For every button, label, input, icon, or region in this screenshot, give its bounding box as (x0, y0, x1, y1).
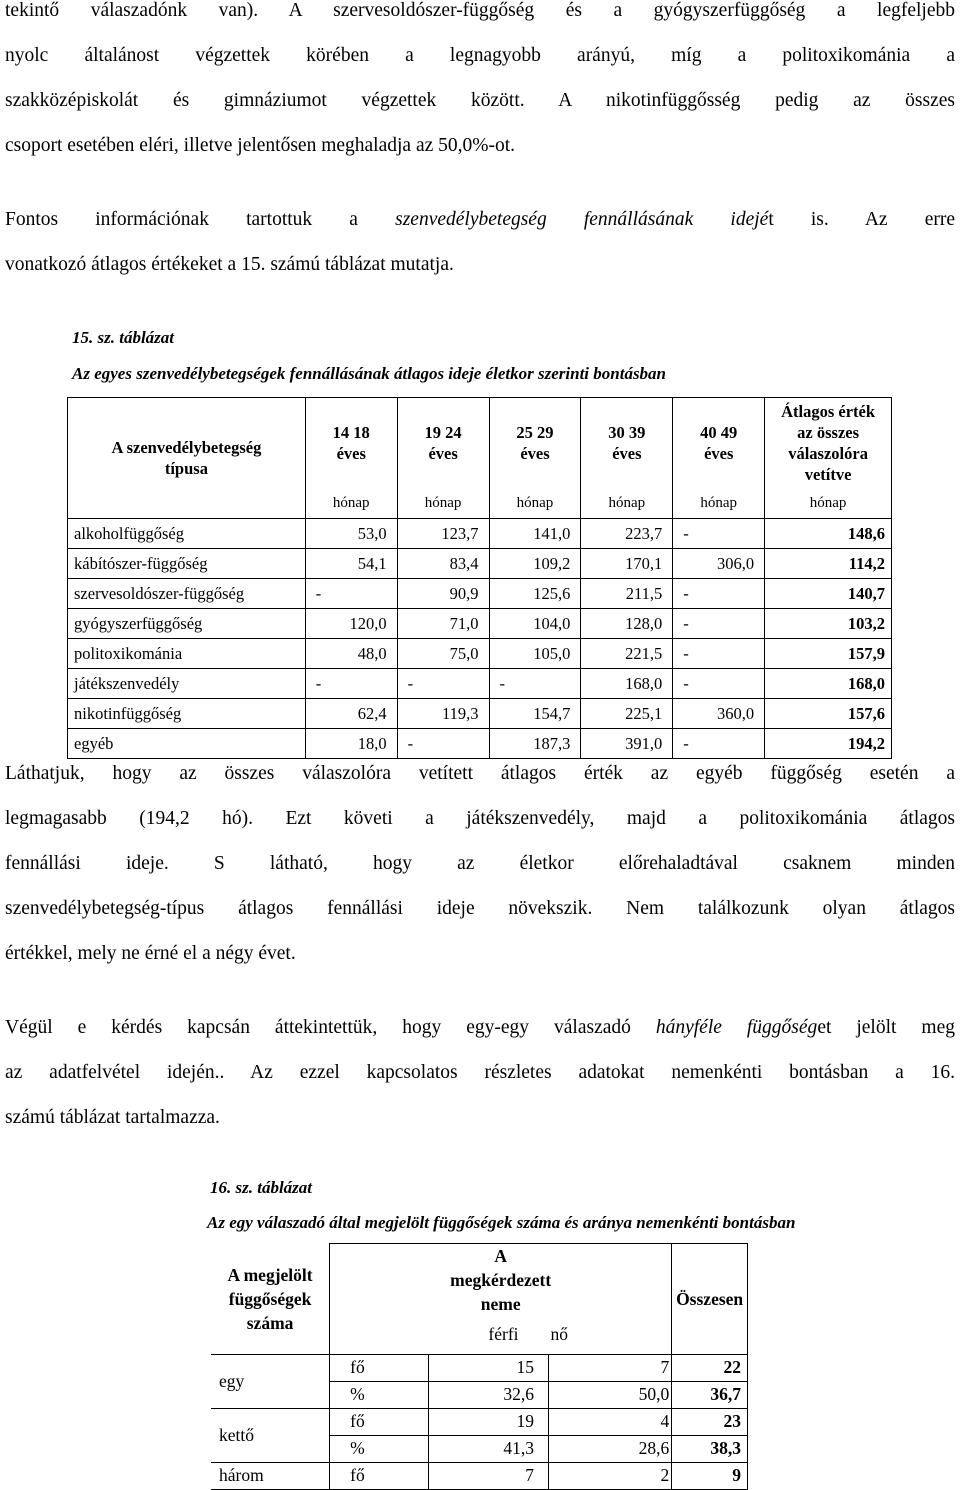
row-type: alkoholfüggőség (68, 519, 306, 549)
cell-average: 148,6 (765, 519, 892, 549)
cell-value: 41,3 (428, 1435, 548, 1462)
header-age-group: 40 49 éves (673, 398, 765, 489)
table-row (211, 1354, 748, 1381)
text-line: számú táblázat tartalmazza. (5, 1107, 220, 1128)
cell-value: 32,6 (428, 1381, 548, 1408)
text-run: t is. Az erre (768, 209, 956, 230)
cell-value: - (673, 609, 765, 639)
row-type: politoxikománia (68, 639, 306, 669)
unit-label: hónap (581, 489, 673, 519)
cell-total: 22 (672, 1354, 748, 1381)
text-line (5, 197, 955, 242)
paragraph-3 (5, 751, 955, 976)
header-age-group: 19 24 éves (397, 398, 489, 489)
cell-total: 36,7 (672, 1381, 748, 1408)
table-16-title: Az egy válaszadó által megjelölt függőségek száma és aránya nemenkénti bontásban (207, 1213, 796, 1232)
cell-total: 9 (672, 1462, 748, 1489)
row-type: nikotinfüggőség (68, 699, 306, 729)
italic-term: hányféle függőség (655, 1017, 818, 1038)
cell-value: 7 (549, 1354, 672, 1381)
cell-value: - (673, 729, 765, 759)
text-line: legmagasabb (194,2 hó). Ezt követi a játékszenvedély, majd a politoxikománia átlagos (5, 808, 955, 829)
row-type: játékszenvedély (68, 669, 306, 699)
cell-value: - (305, 669, 397, 699)
cell-value: 2 (549, 1462, 672, 1489)
cell-average: 103,2 (765, 609, 892, 639)
cell-value: 125,6 (489, 579, 581, 609)
cell-value: 19 (428, 1408, 548, 1435)
cell-value: 7 (428, 1462, 548, 1489)
unit-label: hónap (397, 489, 489, 519)
cell-value: 154,7 (489, 699, 581, 729)
cell-value: 48,0 (305, 639, 397, 669)
cell-value: 223,7 (581, 519, 673, 549)
table-row (211, 1462, 748, 1489)
text-run: Fontos információnak tartottuk a (5, 209, 358, 230)
cell-value: 75,0 (397, 639, 489, 669)
table-row (68, 669, 892, 699)
unit-label: hónap (765, 489, 892, 519)
cell-average: 157,9 (765, 639, 892, 669)
cell-value: - (673, 519, 765, 549)
row-label: három (211, 1462, 330, 1489)
cell-average: 168,0 (765, 669, 892, 699)
subheader-male: férfi (330, 1316, 549, 1354)
paragraph-4 (5, 1005, 955, 1140)
text-line: szakközépiskolát és gimnáziumot végzettek között. A nikotinfüggősség pedig az összes (5, 90, 955, 111)
header-age-group: 30 39 éves (581, 398, 673, 489)
cell-average: 140,7 (765, 579, 892, 609)
unit-label: % (330, 1381, 429, 1408)
cell-value: 123,7 (397, 519, 489, 549)
cell-value: 119,3 (397, 699, 489, 729)
row-label: egy (211, 1354, 330, 1408)
cell-total: 23 (672, 1408, 748, 1435)
cell-value: - (673, 669, 765, 699)
table-row (68, 699, 892, 729)
header-age-group: 25 29 éves (489, 398, 581, 489)
cell-value: 105,0 (489, 639, 581, 669)
header-sex: A megkérdezett neme (330, 1244, 672, 1317)
table-row (68, 639, 892, 669)
header-count: A megjelölt függőségek száma (211, 1244, 330, 1355)
cell-value: 225,1 (581, 699, 673, 729)
cell-value: 50,0 (549, 1381, 672, 1408)
unit-label: fő (330, 1354, 429, 1381)
cell-value: 15 (428, 1354, 548, 1381)
text-line: csoport esetében eléri, illetve jelentősen meghaladja az 50,0%-ot. (5, 135, 516, 156)
row-type: szervesoldószer-függőség (68, 579, 306, 609)
cell-value: 141,0 (489, 519, 581, 549)
table-row (68, 549, 892, 579)
table-15 (67, 397, 892, 759)
text-run: Végül e kérdés kapcsán áttekintettük, hogy egy-egy válaszadó (5, 1017, 631, 1038)
text-line: Láthatjuk, hogy az összes válaszolóra vetített átlagos érték az egyéb függőség esetén a (5, 763, 955, 784)
unit-label: hónap (673, 489, 765, 519)
cell-value: 221,5 (581, 639, 673, 669)
row-type: kábítószer-függőség (68, 549, 306, 579)
row-type: egyéb (68, 729, 306, 759)
cell-value: 54,1 (305, 549, 397, 579)
cell-value: - (397, 729, 489, 759)
cell-value: 18,0 (305, 729, 397, 759)
header-average: Átlagos érték az összes válaszolóra vetítve (765, 398, 892, 489)
header-type: A szenvedélybetegség típusa (68, 398, 306, 519)
paragraph-1 (5, 0, 955, 168)
subheader-female: nő (549, 1316, 672, 1354)
row-type: gyógyszerfüggőség (68, 609, 306, 639)
cell-value: - (673, 639, 765, 669)
paragraph-2 (5, 197, 955, 287)
text-line: szenvedélybetegség-típus átlagos fennállási ideje növekszik. Nem találkozunk olyan átlagos (5, 898, 955, 919)
cell-value: 83,4 (397, 549, 489, 579)
text-run: et jelölt meg (817, 1017, 955, 1038)
cell-value: 53,0 (305, 519, 397, 549)
cell-value: 71,0 (397, 609, 489, 639)
unit-label: fő (330, 1408, 429, 1435)
cell-value: 4 (549, 1408, 672, 1435)
table-row (211, 1408, 748, 1435)
header-total: Összesen (672, 1244, 748, 1355)
text-line (5, 1005, 955, 1050)
table-15-title: Az egyes szenvedélybetegségek fennállásának átlagos ideje életkor szerinti bontásban (72, 364, 667, 383)
unit-label: % (330, 1435, 429, 1462)
cell-value: 391,0 (581, 729, 673, 759)
table-row (68, 519, 892, 549)
table-15-number: 15. sz. táblázat (72, 328, 175, 347)
unit-label: hónap (489, 489, 581, 519)
cell-value: 28,6 (549, 1435, 672, 1462)
row-label: kettő (211, 1408, 330, 1462)
text-line: értékkel, mely ne érné el a négy évet. (5, 943, 296, 964)
cell-value: 109,2 (489, 549, 581, 579)
cell-value: 104,0 (489, 609, 581, 639)
cell-value: 360,0 (673, 699, 765, 729)
cell-average: 194,2 (765, 729, 892, 759)
unit-label: fő (330, 1462, 429, 1489)
table-16 (211, 1243, 748, 1490)
cell-value: - (673, 579, 765, 609)
italic-term: szenvedélybetegség fennállásának idejé (395, 209, 769, 230)
cell-value: 211,5 (581, 579, 673, 609)
text-line: nyolc általánost végzettek körében a legnagyobb arányú, míg a politoxikománia a (5, 45, 955, 66)
unit-label: hónap (305, 489, 397, 519)
text-line: tekintő válaszadónk van). A szervesoldószer-függőség és a gyógyszerfüggőség a legfeljebb (5, 0, 955, 21)
table-row (68, 579, 892, 609)
cell-average: 157,6 (765, 699, 892, 729)
cell-value: 90,9 (397, 579, 489, 609)
cell-value: - (489, 669, 581, 699)
cell-value: 168,0 (581, 669, 673, 699)
cell-value: 120,0 (305, 609, 397, 639)
text-line: fennállási ideje. S látható, hogy az életkor előrehaladtával csaknem minden (5, 853, 955, 874)
cell-value: 306,0 (673, 549, 765, 579)
cell-total: 38,3 (672, 1435, 748, 1462)
cell-value: - (305, 579, 397, 609)
table-row (68, 609, 892, 639)
text-line: az adatfelvétel idején.. Az ezzel kapcsolatos részletes adatokat nemenkénti bontásban a 16. (5, 1062, 955, 1083)
cell-value: 128,0 (581, 609, 673, 639)
header-age-group: 14 18 éves (305, 398, 397, 489)
cell-value: 170,1 (581, 549, 673, 579)
text-line: vonatkozó átlagos értékeket a 15. számú táblázat mutatja. (5, 254, 454, 275)
cell-value: - (397, 669, 489, 699)
table-16-number: 16. sz. táblázat (210, 1178, 313, 1197)
cell-value: 62,4 (305, 699, 397, 729)
cell-average: 114,2 (765, 549, 892, 579)
cell-value: 187,3 (489, 729, 581, 759)
